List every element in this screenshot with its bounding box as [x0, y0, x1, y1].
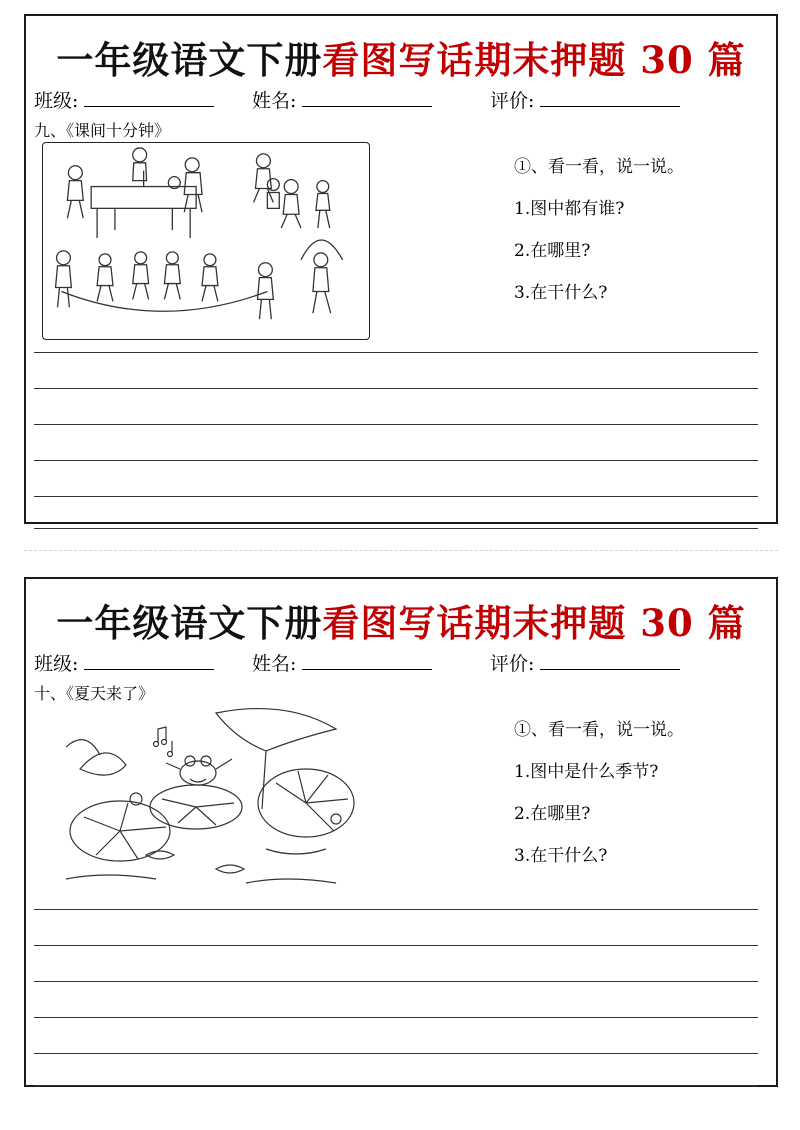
- name-field[interactable]: [252, 86, 432, 113]
- eval-blank[interactable]: [540, 651, 680, 670]
- name-blank[interactable]: [302, 651, 432, 670]
- class-label: 班级:: [34, 653, 79, 675]
- name-label: 姓名:: [252, 653, 297, 675]
- name-blank[interactable]: [302, 88, 432, 107]
- question-item: ①、看一看，说一说。: [514, 157, 684, 177]
- eval-field[interactable]: [490, 86, 680, 113]
- writing-line[interactable]: [34, 1053, 758, 1054]
- question-item: 3.在干什么?: [514, 846, 608, 866]
- question-list: [514, 152, 684, 320]
- frog-singing-on-lotus-leaves-illustration: [66, 699, 356, 889]
- writing-line[interactable]: [34, 424, 758, 425]
- question-item: ①、看一看，说一说。: [514, 720, 684, 740]
- section-title: 九、《课间十分钟》: [34, 121, 171, 140]
- page-title: [26, 30, 776, 84]
- name-field[interactable]: [252, 649, 432, 676]
- class-label: 班级:: [34, 90, 79, 112]
- eval-label: 评价:: [490, 653, 535, 675]
- question-item: 3.在干什么?: [514, 283, 608, 303]
- eval-field[interactable]: [490, 649, 680, 676]
- writing-line[interactable]: [34, 1017, 758, 1018]
- title-black-part: 一年级语文下册: [56, 38, 323, 82]
- section-title: 十、《夏天来了》: [34, 684, 155, 703]
- student-info-row: [34, 86, 774, 116]
- question-item: 2.在哪里?: [514, 804, 591, 824]
- writing-line[interactable]: [34, 496, 758, 497]
- writing-line[interactable]: [34, 909, 758, 910]
- question-item: 1.图中是什么季节?: [514, 762, 659, 782]
- writing-line[interactable]: [34, 528, 758, 529]
- question-list: [514, 715, 684, 883]
- worksheet-2: [24, 577, 778, 1087]
- title-black-part: 一年级语文下册: [56, 601, 323, 645]
- question-item: 1.图中都有谁?: [514, 199, 625, 219]
- children-playing-at-recess-illustration: [42, 142, 370, 340]
- eval-blank[interactable]: [540, 88, 680, 107]
- class-blank[interactable]: [84, 88, 214, 107]
- writing-line[interactable]: [34, 1085, 758, 1086]
- student-info-row: [34, 649, 774, 679]
- writing-line[interactable]: [34, 945, 758, 946]
- question-item: 2.在哪里?: [514, 241, 591, 261]
- writing-line[interactable]: [34, 981, 758, 982]
- eval-label: 评价:: [490, 90, 535, 112]
- class-field[interactable]: [34, 649, 214, 676]
- class-field[interactable]: [34, 86, 214, 113]
- writing-line[interactable]: [34, 388, 758, 389]
- writing-line[interactable]: [34, 460, 758, 461]
- writing-line[interactable]: [34, 352, 758, 353]
- class-blank[interactable]: [84, 651, 214, 670]
- page-divider: [24, 550, 778, 551]
- title-red-part: 看图写话期末押题 30 篇: [322, 38, 746, 82]
- page-title: [26, 593, 776, 647]
- title-red-part: 看图写话期末押题 30 篇: [322, 601, 746, 645]
- name-label: 姓名:: [252, 90, 297, 112]
- worksheet-1: [24, 14, 778, 524]
